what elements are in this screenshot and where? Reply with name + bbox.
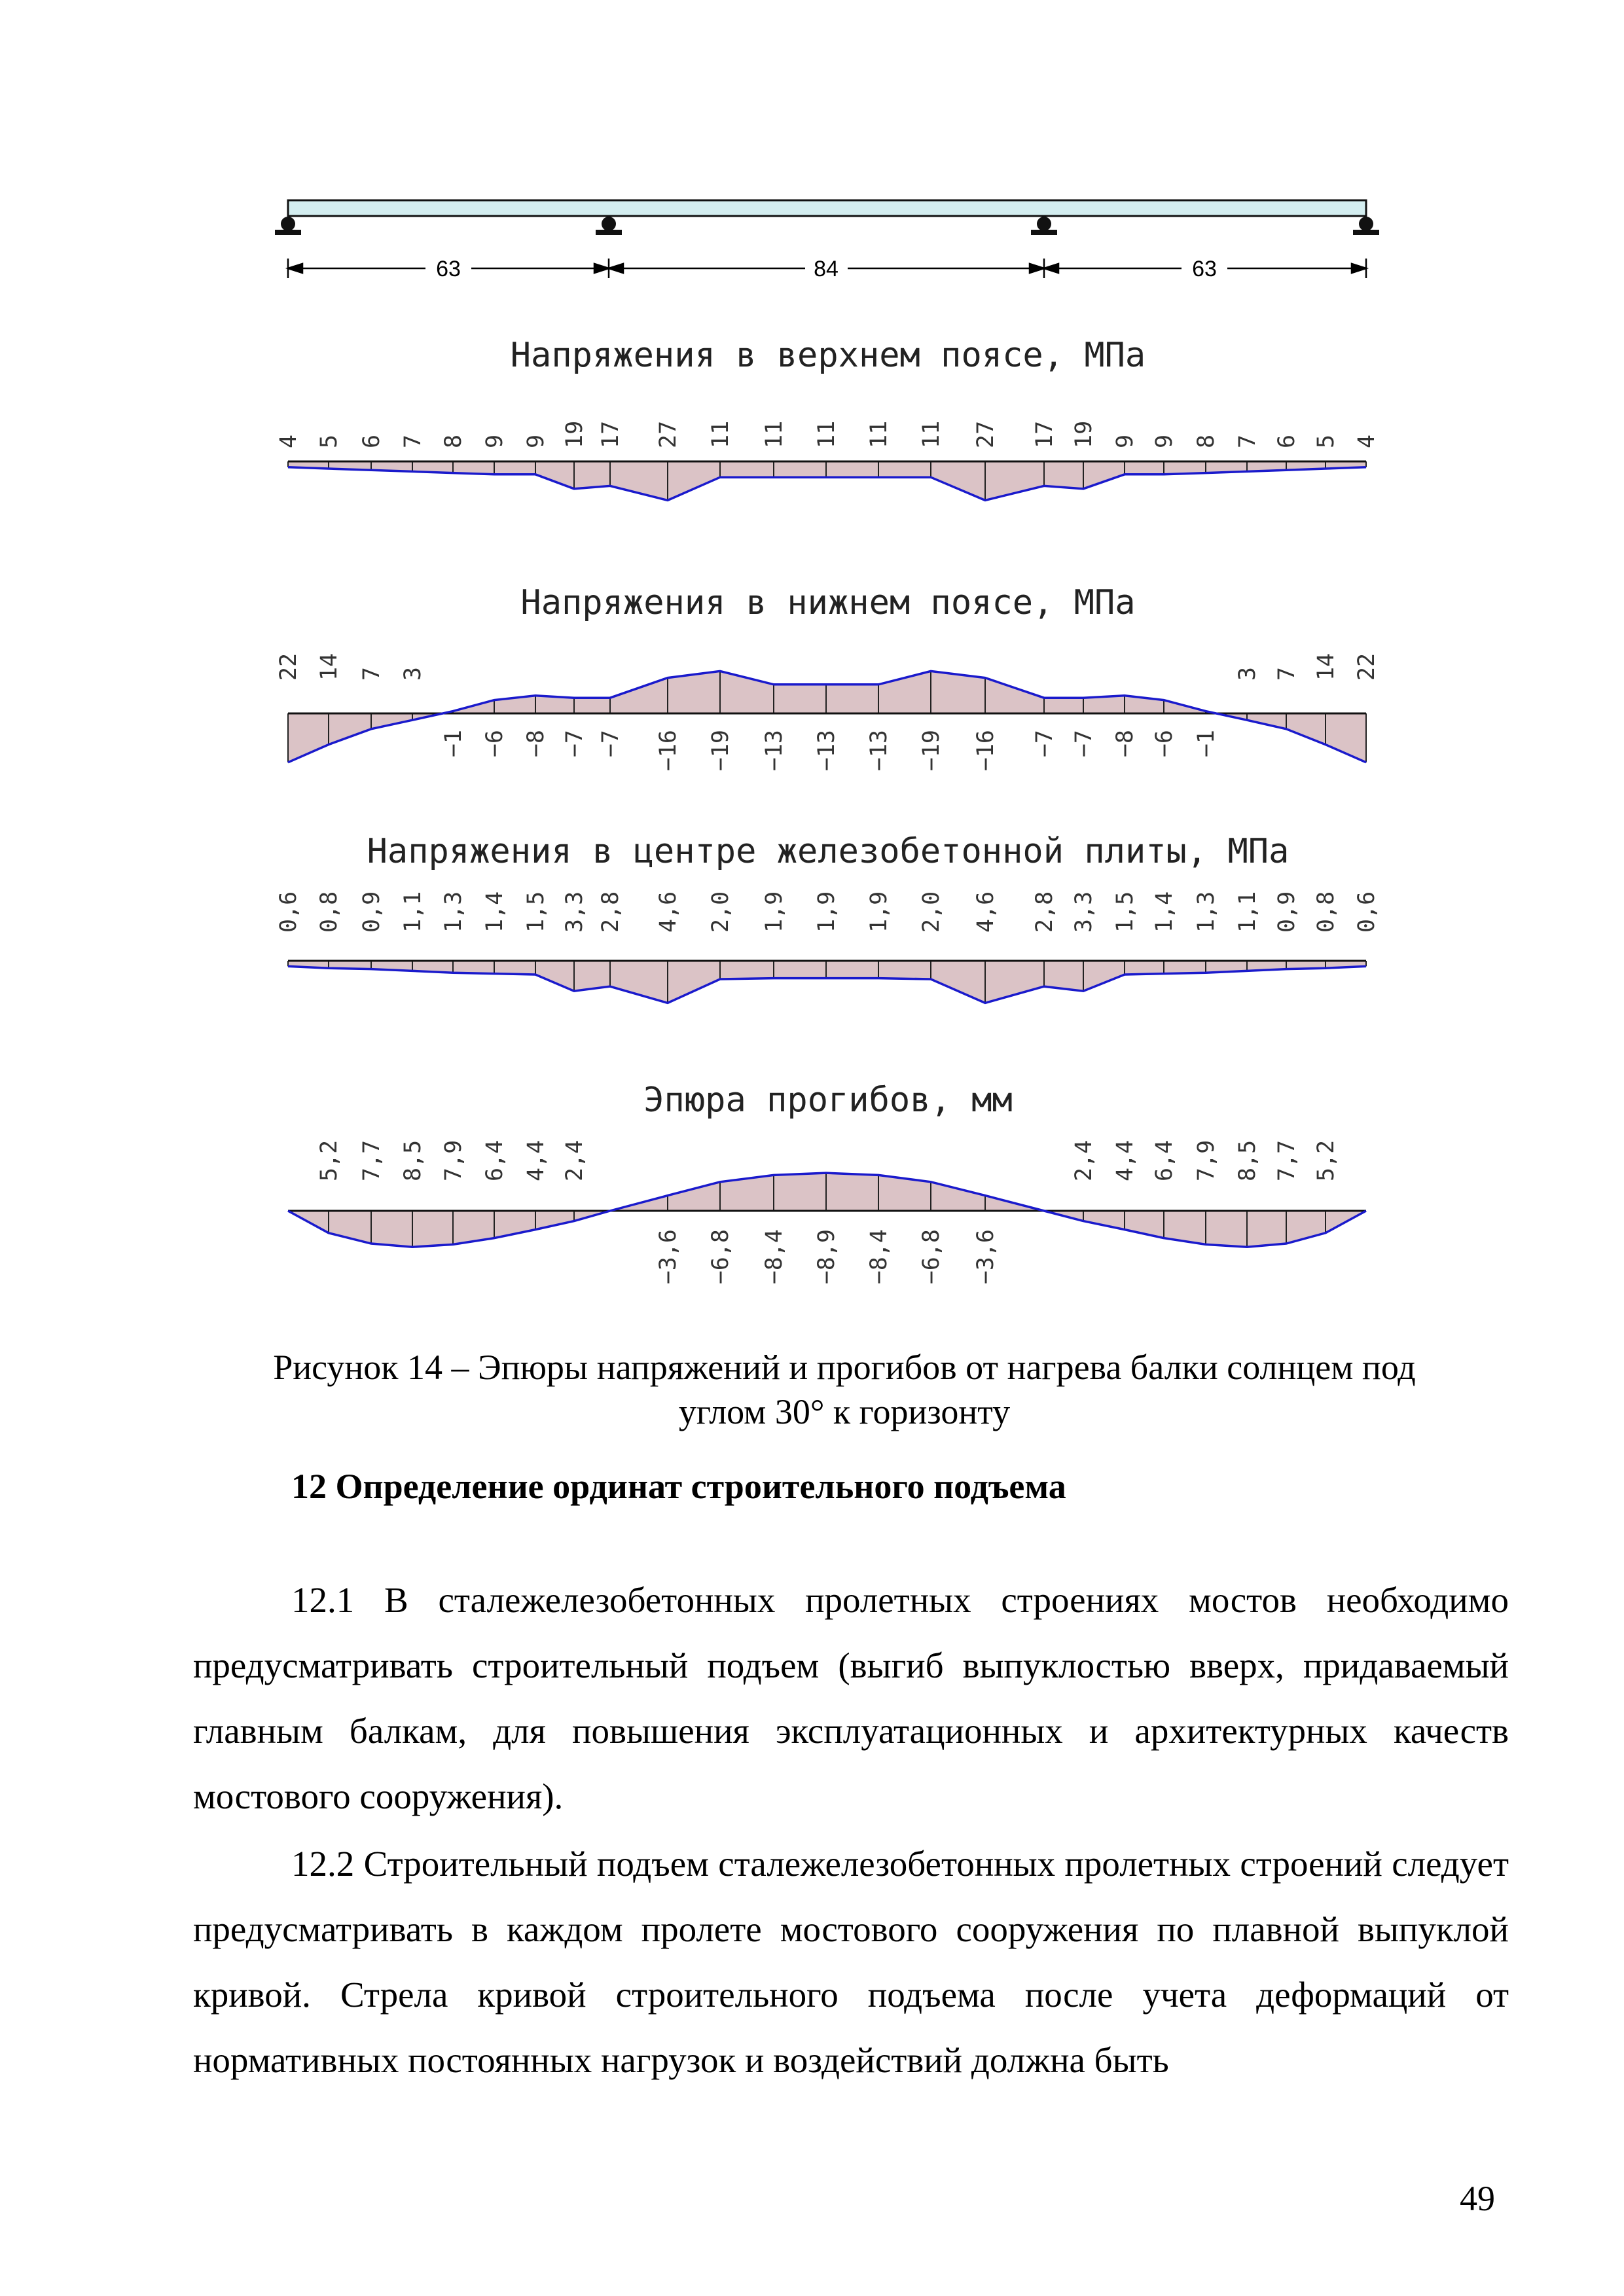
ordinate-label: 1,9 [814, 891, 840, 933]
ordinate-label: −8,9 [814, 1229, 840, 1285]
chart-bottom-chord [276, 583, 1380, 771]
ordinate-label: 1,1 [400, 891, 426, 933]
ordinate-label: 11 [761, 420, 787, 448]
ordinate-label: 1,4 [1151, 891, 1178, 933]
ordinate-label: 19 [562, 420, 588, 448]
ordinate-label: 0,8 [316, 891, 342, 933]
ordinate-label: 14 [316, 653, 342, 681]
ordinate-label: −13 [866, 730, 892, 772]
ordinate-label: 1,9 [761, 891, 787, 933]
ordinate-label: −7 [1071, 730, 1097, 758]
caption-line-1: Рисунок 14 – Эпюры напряжений и прогибов от нагрева балки солнцем под [273, 1348, 1416, 1387]
caption-line-2: углом 30° к горизонту [678, 1392, 1011, 1431]
ordinate-label: 2,0 [918, 891, 945, 933]
chart-top-chord [276, 336, 1380, 500]
ordinate-label: 2,8 [1032, 891, 1058, 933]
ordinate-label: 1,9 [866, 891, 892, 933]
ordinate-label: 17 [1032, 420, 1058, 448]
support-3 [1031, 217, 1057, 235]
ordinate-label: 1,3 [1193, 891, 1219, 933]
ordinate-label: 1,1 [1235, 891, 1261, 933]
ordinate-label: 4 [1354, 434, 1380, 448]
ordinate-label: 14 [1313, 653, 1339, 681]
ordinate-label: −1 [1193, 730, 1219, 758]
beam [288, 200, 1366, 216]
ordinate-label: 3 [1235, 666, 1261, 681]
ordinate-label: 11 [708, 420, 734, 448]
ordinate-label: −8,4 [866, 1229, 892, 1285]
ordinate-label: 7 [1274, 666, 1300, 681]
ordinate-label: 4,4 [1112, 1139, 1138, 1181]
chart-title-slab-center: Напряжения в центре железобетонной плиты, МПа [367, 832, 1290, 871]
ordinate-label: 17 [598, 420, 624, 448]
ordinate-label: −19 [918, 730, 945, 772]
ordinate-label: 7,7 [1274, 1139, 1300, 1181]
ordinate-label: 9 [1112, 434, 1138, 448]
ordinate-label: 9 [1151, 434, 1178, 448]
ordinate-label: 5,2 [1313, 1139, 1339, 1181]
ordinate-label: 8,5 [1235, 1139, 1261, 1181]
diagram-area [288, 961, 1366, 1003]
ordinate-label: 8 [1193, 434, 1219, 448]
span-label-3: 63 [1192, 257, 1217, 281]
ordinate-label: 2,4 [1071, 1139, 1097, 1181]
ordinate-label: 27 [973, 420, 999, 448]
ordinate-label: −8 [1112, 730, 1138, 758]
ordinate-label: 2,8 [598, 891, 624, 933]
ordinate-label: 19 [1071, 420, 1097, 448]
span-label-2: 84 [814, 257, 839, 281]
ordinate-label: −8,4 [761, 1229, 787, 1285]
ordinate-label: 5 [316, 434, 342, 448]
ordinate-label: 4,4 [523, 1139, 549, 1181]
ordinate-label: −8 [523, 730, 549, 758]
ordinate-label: 3 [400, 666, 426, 681]
chart-title-top-chord: Напряжения в верхнем поясе, МПа [510, 336, 1146, 375]
support-right [1353, 217, 1379, 235]
ordinate-label: 11 [866, 420, 892, 448]
ordinate-label: 4,6 [973, 891, 999, 933]
ordinate-label: 9 [523, 434, 549, 448]
ordinate-label: 9 [482, 434, 508, 448]
ordinate-label: −3,6 [973, 1229, 999, 1285]
ordinate-label: 0,8 [1313, 891, 1339, 933]
ordinate-label: −19 [708, 730, 734, 772]
ordinate-label: −7 [562, 730, 588, 758]
ordinate-label: −13 [761, 730, 787, 772]
ordinate-label: 0,6 [276, 891, 302, 933]
ordinate-label: 2,0 [708, 891, 734, 933]
ordinate-label: −6 [482, 730, 508, 758]
ordinate-label: 11 [814, 420, 840, 448]
support-left [275, 217, 301, 235]
figure-caption [196, 1345, 1492, 1434]
ordinate-label: 1,4 [482, 891, 508, 933]
span-label-1: 63 [436, 257, 461, 281]
ordinate-label: −13 [814, 730, 840, 772]
chart-title-deflections: Эпюра прогибов, мм [643, 1081, 1013, 1120]
support-2 [596, 217, 622, 235]
ordinate-label: 7,7 [359, 1139, 385, 1181]
ordinate-label: 8,5 [400, 1139, 426, 1181]
ordinate-label: 6,4 [482, 1139, 508, 1181]
ordinate-label: 6 [359, 434, 385, 448]
paragraph-12-2: 12.2 Строительный подъем сталежелезобетонных пролетных строений следует предусматривать в каждом пролете мостового сооружения по плавной выпуклой кривой. Стрела кривой строительного подъема после учета деформаций от нормативных постоянных нагрузок и воздействий должна быть [193, 1844, 1509, 2080]
ordinate-label: 1,5 [523, 891, 549, 933]
beam-scheme [275, 200, 1379, 281]
chart-slab-center [276, 832, 1380, 1003]
ordinate-label: 0,9 [359, 891, 385, 933]
ordinate-label: 7 [1235, 434, 1261, 448]
section-heading: 12 Определение ординат строительного подъема [291, 1467, 1066, 1506]
ordinate-label: −6,8 [708, 1229, 734, 1285]
ordinate-label: 5 [1313, 434, 1339, 448]
ordinate-label: 6,4 [1151, 1139, 1178, 1181]
ordinate-label: 3,3 [562, 891, 588, 933]
ordinate-label: 22 [276, 653, 302, 681]
ordinate-label: 3,3 [1071, 891, 1097, 933]
chart-deflections [288, 1081, 1366, 1284]
diagram-area [288, 461, 1366, 500]
ordinate-label: −16 [655, 730, 681, 772]
ordinate-label: −7 [598, 730, 624, 758]
ordinate-label: −6,8 [918, 1229, 945, 1285]
paragraph-12-1: 12.1 В сталежелезобетонных пролетных строениях мостов необходимо предусматривать строительный подъем (выгиб выпуклостью вверх, придаваемый главным балкам, для повышения эксплуатационных и архитектурных качеств мостового сооружения). [193, 1580, 1509, 1816]
ordinate-label: −1 [441, 730, 467, 758]
ordinate-label: 7,9 [441, 1139, 467, 1181]
ordinate-label: 4 [276, 434, 302, 448]
ordinate-label: 11 [918, 420, 945, 448]
ordinate-label: 7 [400, 434, 426, 448]
ordinate-label: 5,2 [316, 1139, 342, 1181]
ordinate-label: 0,9 [1274, 891, 1300, 933]
ordinate-label: 7,9 [1193, 1139, 1219, 1181]
ordinate-label: 22 [1354, 653, 1380, 681]
ordinate-label: 1,3 [441, 891, 467, 933]
ordinate-label: 2,4 [562, 1139, 588, 1181]
ordinate-label: −3,6 [655, 1229, 681, 1285]
ordinate-label: 6 [1274, 434, 1300, 448]
page-number: 49 [1460, 2179, 1495, 2218]
ordinate-label: 8 [441, 434, 467, 448]
ordinate-label: 0,6 [1354, 891, 1380, 933]
ordinate-label: 27 [655, 420, 681, 448]
chart-title-bottom-chord: Напряжения в нижнем поясе, МПа [520, 583, 1136, 622]
ordinate-label: 4,6 [655, 891, 681, 933]
ordinate-label: −6 [1151, 730, 1178, 758]
ordinate-label: 7 [359, 666, 385, 681]
ordinate-label: 1,5 [1112, 891, 1138, 933]
ordinate-label: −16 [973, 730, 999, 772]
ordinate-label: −7 [1032, 730, 1058, 758]
